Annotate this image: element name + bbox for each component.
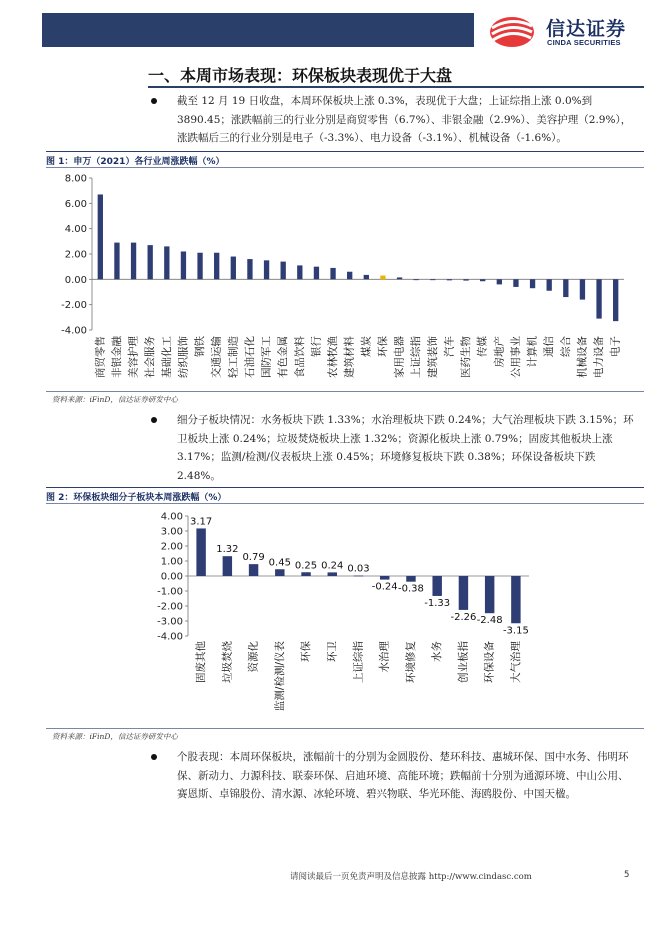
category-label: 轻工制造 (227, 336, 240, 378)
category-label: 汽车 (443, 336, 456, 357)
bar (596, 279, 601, 318)
data-label: 0.79 (242, 552, 265, 564)
category-label: 食品饮料 (293, 336, 306, 378)
figure1-top-rule (46, 151, 644, 152)
category-label: 房地产 (493, 336, 506, 368)
category-label: 垃圾焚烧 (221, 641, 234, 683)
bar (406, 576, 415, 582)
data-label: -1.33 (424, 597, 451, 609)
bar (430, 279, 435, 280)
bar (214, 253, 219, 280)
bar (513, 279, 518, 287)
category-label: 公用事业 (509, 336, 522, 378)
data-label: 0.03 (347, 563, 370, 575)
category-label: 电力设备 (593, 336, 606, 378)
data-label: -2.48 (476, 615, 503, 627)
data-label: -2.26 (450, 611, 477, 623)
bullet-dot (151, 98, 157, 104)
category-label: 计算机 (526, 336, 539, 368)
data-label: 3.17 (189, 516, 213, 528)
y-tick-label: -2.00 (61, 300, 87, 312)
category-label: 综合 (559, 336, 572, 357)
bar (181, 251, 186, 279)
figure2-bottom-rule (46, 728, 644, 729)
y-tick-label: 8.00 (64, 173, 87, 185)
y-tick-label: -1.00 (157, 586, 183, 598)
bar (447, 279, 452, 280)
y-tick-label: 1.00 (160, 556, 183, 568)
bullet-dot (151, 417, 157, 423)
category-label: 通信 (543, 336, 556, 357)
bar (249, 564, 258, 576)
logo-text-cn: 信达证券 (546, 18, 627, 40)
figure2-title: 图 2：环保板块细分子板块本周涨跌幅（%） (46, 493, 227, 503)
bar (328, 572, 337, 576)
header-band (42, 13, 474, 47)
bar (231, 257, 236, 280)
figure1-source: 资料来源：iFinD，信达证券研发中心 (52, 395, 178, 404)
data-label: 0.45 (268, 557, 291, 569)
bar (223, 556, 232, 576)
category-label: 环保设备 (483, 641, 496, 683)
bar (148, 245, 153, 279)
category-label: 有色金属 (277, 336, 290, 378)
bar (463, 279, 468, 280)
figure1-bottom-rule (46, 391, 644, 392)
bar (98, 194, 103, 279)
bar (347, 272, 352, 280)
bar (485, 576, 494, 613)
category-label: 监测/检测/仪表 (273, 641, 286, 712)
category-label: 环保 (300, 641, 313, 662)
category-label: 农林牧渔 (327, 336, 340, 378)
category-label: 资源化 (247, 641, 260, 673)
y-tick-label: -3.00 (157, 616, 183, 628)
figure2-title-rule (46, 503, 644, 504)
page-number: 5 (624, 870, 630, 880)
category-label: 基础化工 (160, 336, 173, 378)
bar (330, 268, 335, 279)
title-rule (148, 86, 644, 88)
y-tick-label: 2.00 (64, 249, 87, 261)
bar (247, 259, 252, 279)
bar (380, 276, 385, 280)
data-label: 1.32 (216, 544, 239, 556)
category-label: 固废其他 (195, 641, 208, 683)
category-label: 传媒 (476, 336, 489, 357)
bar (164, 246, 169, 279)
bar (197, 253, 202, 280)
industry-weekly-change-chart (0, 168, 662, 388)
category-label: 大气治理 (509, 641, 522, 683)
logo-text-en: CINDA SECURITIES (547, 38, 621, 47)
bar (397, 277, 402, 279)
category-label: 环境修复 (404, 641, 417, 683)
category-label: 钢铁 (194, 336, 207, 357)
y-tick-label: 3.00 (160, 526, 183, 538)
category-label: 银行 (310, 336, 323, 357)
footer-disclaimer: 请阅读最后一页免责声明及信息披露 http://www.cindasc.com (290, 872, 532, 882)
bar (380, 576, 389, 580)
y-tick-label: -2.00 (157, 601, 183, 613)
category-label: 电子 (609, 336, 622, 357)
bar (497, 279, 502, 284)
category-label: 非银金融 (110, 336, 123, 378)
y-tick-label: 4.00 (160, 511, 183, 523)
bar (131, 243, 136, 280)
category-label: 商贸零售 (94, 336, 107, 378)
figure2-source: 资料来源：iFinD，信达证券研发中心 (52, 732, 178, 741)
category-label: 机械设备 (576, 336, 589, 378)
category-label: 水务 (431, 641, 444, 662)
bar (354, 576, 363, 577)
data-label: -0.24 (371, 581, 398, 593)
bar (314, 267, 319, 280)
category-label: 社会服务 (144, 336, 157, 378)
category-label: 建筑材料 (343, 336, 356, 378)
y-tick-label: 4.00 (64, 224, 87, 236)
bar (364, 275, 369, 279)
category-label: 美容护理 (127, 336, 140, 378)
category-label: 纺织服饰 (177, 336, 190, 378)
data-label: 0.24 (321, 560, 344, 572)
category-label: 家用电器 (393, 336, 406, 378)
category-label: 交通运输 (210, 336, 223, 378)
bar (563, 279, 568, 297)
category-label: 国防军工 (260, 336, 273, 378)
y-tick-label: 0.00 (160, 571, 183, 583)
subsector-weekly-change-chart (0, 505, 662, 727)
bar (275, 569, 284, 576)
bar (264, 260, 269, 279)
y-tick-label: -4.00 (157, 631, 183, 643)
category-label: 煤炭 (360, 336, 373, 357)
category-label: 上证综指 (352, 641, 365, 683)
bar (547, 279, 552, 290)
bar (580, 279, 585, 299)
category-label: 水治理 (378, 641, 391, 673)
bullet-dot (151, 754, 157, 760)
bar (196, 528, 205, 576)
y-tick-label: -4.00 (61, 325, 87, 337)
section-title: 一、本周市场表现：环保板块表现优于大盘 (148, 66, 453, 85)
category-label: 建筑装饰 (426, 336, 439, 378)
data-label: 0.25 (294, 560, 318, 572)
bar (613, 279, 618, 321)
figure2-top-rule (46, 487, 644, 488)
y-tick-label: 0.00 (64, 274, 87, 286)
category-label: 环卫 (326, 641, 339, 662)
bar (459, 576, 468, 610)
y-tick-label: 2.00 (160, 541, 183, 553)
bar (530, 279, 535, 288)
figure1-title: 图 1：申万（2021）各行业周涨跌幅（%） (46, 157, 225, 167)
category-label: 石油石化 (243, 336, 256, 378)
bar (511, 576, 520, 623)
data-label: -3.15 (502, 625, 529, 637)
category-label: 上证综指 (410, 336, 423, 378)
paragraph-market-summary: 截至 12 月 19 日收盘，本周环保板块上涨 0.3%，表现优于大盘；上证综指上涨 0.0%到 3890.45；涨跌幅前三的行业分别是商贸零售（6.7%）、非银金融（2.9%）、美容护理（2.9%），涨跌幅后三的行业分别是电子（-3.3%）、电力设备（-3.1%）、机械设备（-1.6%）。 (177, 95, 632, 144)
bar (281, 262, 286, 280)
bar (297, 265, 302, 279)
bar (480, 279, 485, 281)
data-label: -0.38 (398, 583, 424, 595)
category-label: 创业板指 (457, 641, 470, 683)
y-tick-label: 6.00 (64, 198, 87, 210)
bar (414, 279, 419, 280)
category-label: 医药生物 (460, 336, 473, 378)
bar (114, 243, 119, 280)
category-label: 环保 (376, 336, 389, 357)
paragraph-subsector-summary: 细分子板块情况：水务板块下跌 1.33%；水治理板块下跌 0.24%；大气治理板块下跌 3.15%；环卫板块上涨 0.24%；垃圾焚烧板块上涨 1.32%；资源化板块上涨 0.79%；固废其他板块上涨 3.17%；监测/检测/仪表板块上涨 0.45%；环境修复板块下跌 0.38%；环保设备板块下跌 2.48%。 (177, 414, 634, 482)
bar (432, 576, 441, 596)
bar (301, 572, 310, 576)
paragraph-stock-performance: 个股表现：本周环保板块，涨幅前十的分别为金圆股份、楚环科技、惠城环保、国中水务、伟明环保、新动力、力源科技、联泰环保、启迪环境、高能环境；跌幅前十分别为通源环境、中山公用、赛恩斯、卓锦股份、清水源、冰轮环境、碧兴物联、华光环能、海鸥股份、中国天楹。 (177, 751, 629, 800)
